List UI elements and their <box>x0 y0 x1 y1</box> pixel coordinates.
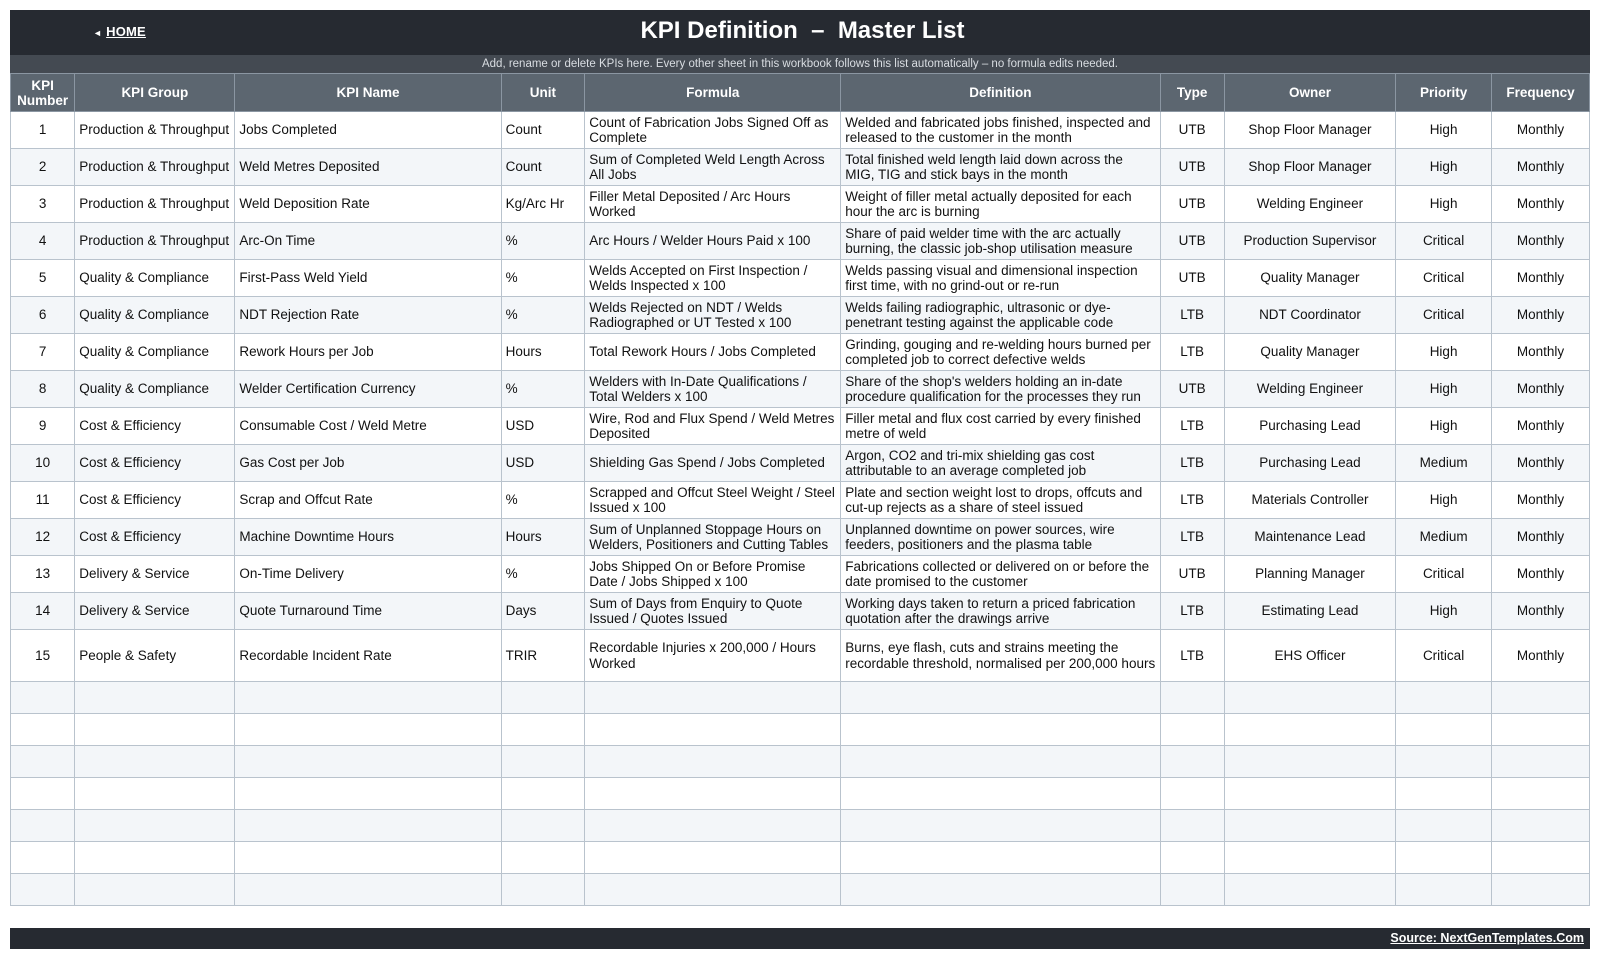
kpi-name-cell[interactable]: Machine Downtime Hours <box>235 519 501 556</box>
empty-cell[interactable] <box>75 874 235 906</box>
kpi-group-cell[interactable]: Production & Throughput <box>75 223 235 260</box>
empty-cell[interactable] <box>1160 682 1224 714</box>
formula-cell[interactable]: Sum of Unplanned Stoppage Hours on Welders, Positioners and Cutting Tables <box>585 519 841 556</box>
empty-cell[interactable] <box>501 682 585 714</box>
type-cell[interactable]: LTB <box>1160 445 1224 482</box>
owner-cell[interactable]: Production Supervisor <box>1224 223 1395 260</box>
kpi-number-cell[interactable]: 9 <box>11 408 75 445</box>
owner-cell[interactable]: Shop Floor Manager <box>1224 112 1395 149</box>
owner-cell[interactable]: Welding Engineer <box>1224 186 1395 223</box>
empty-cell[interactable] <box>11 842 75 874</box>
unit-cell[interactable]: % <box>501 482 585 519</box>
empty-cell[interactable] <box>1224 714 1395 746</box>
unit-cell[interactable]: TRIR <box>501 630 585 682</box>
empty-cell[interactable] <box>501 874 585 906</box>
kpi-name-cell[interactable]: Quote Turnaround Time <box>235 593 501 630</box>
kpi-name-cell[interactable]: Jobs Completed <box>235 112 501 149</box>
empty-cell[interactable] <box>1492 714 1590 746</box>
priority-cell[interactable]: Medium <box>1396 519 1492 556</box>
empty-cell[interactable] <box>841 810 1160 842</box>
owner-cell[interactable]: Quality Manager <box>1224 260 1395 297</box>
empty-cell[interactable] <box>501 746 585 778</box>
type-cell[interactable]: UTB <box>1160 186 1224 223</box>
kpi-group-cell[interactable]: Quality & Compliance <box>75 371 235 408</box>
empty-cell[interactable] <box>841 714 1160 746</box>
empty-cell[interactable] <box>1160 842 1224 874</box>
empty-cell[interactable] <box>585 810 841 842</box>
kpi-name-cell[interactable]: Rework Hours per Job <box>235 334 501 371</box>
empty-cell[interactable] <box>1492 682 1590 714</box>
col-header-frequency[interactable]: Frequency <box>1492 74 1590 112</box>
subtitle-banner: Add, rename or delete KPIs here. Every other sheet in this workbook follows this list automatically – no formula edits needed. <box>10 55 1590 73</box>
empty-table-row <box>11 714 1590 746</box>
type-cell[interactable]: LTB <box>1160 593 1224 630</box>
formula-cell[interactable]: Total Rework Hours / Jobs Completed <box>585 334 841 371</box>
table-row <box>11 149 1590 186</box>
table-row <box>11 593 1590 630</box>
table-row <box>11 482 1590 519</box>
col-header-definition[interactable]: Definition <box>841 74 1160 112</box>
empty-cell[interactable] <box>841 682 1160 714</box>
frequency-cell[interactable]: Monthly <box>1492 112 1590 149</box>
definition-cell[interactable]: Filler metal and flux cost carried by every finished metre of weld <box>841 408 1160 445</box>
frequency-cell[interactable]: Monthly <box>1492 593 1590 630</box>
table-row <box>11 334 1590 371</box>
owner-cell[interactable]: Purchasing Lead <box>1224 408 1395 445</box>
formula-cell[interactable]: Jobs Shipped On or Before Promise Date / Jobs Shipped x 100 <box>585 556 841 593</box>
empty-cell[interactable] <box>75 682 235 714</box>
frequency-cell[interactable]: Monthly <box>1492 556 1590 593</box>
table-row <box>11 223 1590 260</box>
empty-cell[interactable] <box>841 746 1160 778</box>
frequency-cell[interactable]: Monthly <box>1492 519 1590 556</box>
frequency-cell[interactable]: Monthly <box>1492 223 1590 260</box>
formula-cell[interactable]: Scrapped and Offcut Steel Weight / Steel Issued x 100 <box>585 482 841 519</box>
empty-cell[interactable] <box>501 810 585 842</box>
kpi-number-cell[interactable]: 8 <box>11 371 75 408</box>
col-header-kpi-number[interactable]: KPI Number <box>11 74 75 112</box>
unit-cell[interactable]: Count <box>501 112 585 149</box>
page-title-text: KPI Definition – Master List <box>640 17 965 44</box>
formula-cell[interactable]: Recordable Injuries x 200,000 / Hours Worked <box>585 630 841 682</box>
kpi-group-cell[interactable]: Cost & Efficiency <box>75 445 235 482</box>
kpi-group-cell[interactable]: Production & Throughput <box>75 186 235 223</box>
empty-cell[interactable] <box>11 874 75 906</box>
kpi-number-cell[interactable]: 13 <box>11 556 75 593</box>
frequency-cell[interactable]: Monthly <box>1492 186 1590 223</box>
unit-cell[interactable]: % <box>501 260 585 297</box>
kpi-number-cell[interactable]: 7 <box>11 334 75 371</box>
empty-cell[interactable] <box>841 842 1160 874</box>
table-body <box>11 112 1590 906</box>
empty-cell[interactable] <box>11 810 75 842</box>
title-bar <box>10 10 1590 55</box>
col-header-priority[interactable]: Priority <box>1396 74 1492 112</box>
kpi-group-cell[interactable]: Quality & Compliance <box>75 334 235 371</box>
empty-cell[interactable] <box>235 778 501 810</box>
formula-cell[interactable]: Shielding Gas Spend / Jobs Completed <box>585 445 841 482</box>
unit-cell[interactable]: Hours <box>501 334 585 371</box>
table-header-row <box>11 74 1590 112</box>
col-header-formula[interactable]: Formula <box>585 74 841 112</box>
col-header-unit[interactable]: Unit <box>501 74 585 112</box>
type-cell[interactable]: LTB <box>1160 482 1224 519</box>
unit-cell[interactable]: Hours <box>501 519 585 556</box>
empty-cell[interactable] <box>1396 682 1492 714</box>
col-header-owner[interactable]: Owner <box>1224 74 1395 112</box>
kpi-group-cell[interactable]: Delivery & Service <box>75 593 235 630</box>
type-cell[interactable]: LTB <box>1160 297 1224 334</box>
formula-cell[interactable]: Sum of Days from Enquiry to Quote Issued / Quotes Issued <box>585 593 841 630</box>
definition-cell[interactable]: Welded and fabricated jobs finished, inspected and released to the customer in the month <box>841 112 1160 149</box>
kpi-number-cell[interactable]: 15 <box>11 630 75 682</box>
priority-cell[interactable]: Critical <box>1396 556 1492 593</box>
empty-cell[interactable] <box>1396 746 1492 778</box>
kpi-number-cell[interactable]: 10 <box>11 445 75 482</box>
empty-cell[interactable] <box>75 746 235 778</box>
kpi-number-cell[interactable]: 6 <box>11 297 75 334</box>
unit-cell[interactable]: Days <box>501 593 585 630</box>
empty-cell[interactable] <box>585 746 841 778</box>
definition-cell[interactable]: Share of the shop's welders holding an in-date procedure qualification for the processes they run <box>841 371 1160 408</box>
empty-cell[interactable] <box>841 778 1160 810</box>
empty-table-row <box>11 842 1590 874</box>
kpi-group-cell[interactable]: Quality & Compliance <box>75 297 235 334</box>
frequency-cell[interactable]: Monthly <box>1492 371 1590 408</box>
type-cell[interactable]: LTB <box>1160 408 1224 445</box>
type-cell[interactable]: UTB <box>1160 556 1224 593</box>
kpi-name-cell[interactable]: Weld Deposition Rate <box>235 186 501 223</box>
empty-cell[interactable] <box>1160 810 1224 842</box>
table-row <box>11 408 1590 445</box>
empty-cell[interactable] <box>11 714 75 746</box>
col-header-kpi-name[interactable]: KPI Name <box>235 74 501 112</box>
table-row <box>11 297 1590 334</box>
formula-cell[interactable]: Arc Hours / Welder Hours Paid x 100 <box>585 223 841 260</box>
empty-cell[interactable] <box>1224 682 1395 714</box>
definition-cell[interactable]: Welds failing radiographic, ultrasonic or dye-penetrant testing against the applicable code <box>841 297 1160 334</box>
priority-cell[interactable]: Medium <box>1396 445 1492 482</box>
formula-cell[interactable]: Count of Fabrication Jobs Signed Off as Complete <box>585 112 841 149</box>
empty-cell[interactable] <box>1224 778 1395 810</box>
priority-cell[interactable]: High <box>1396 408 1492 445</box>
owner-cell[interactable]: Estimating Lead <box>1224 593 1395 630</box>
kpi-name-cell[interactable]: Arc-On Time <box>235 223 501 260</box>
owner-cell[interactable]: Planning Manager <box>1224 556 1395 593</box>
definition-cell[interactable]: Grinding, gouging and re-welding hours burned per completed job to correct defective welds <box>841 334 1160 371</box>
type-cell[interactable]: UTB <box>1160 112 1224 149</box>
unit-cell[interactable]: USD <box>501 445 585 482</box>
kpi-name-cell[interactable]: Consumable Cost / Weld Metre <box>235 408 501 445</box>
kpi-group-cell[interactable]: Cost & Efficiency <box>75 482 235 519</box>
priority-cell[interactable]: High <box>1396 482 1492 519</box>
empty-cell[interactable] <box>75 810 235 842</box>
empty-cell[interactable] <box>585 842 841 874</box>
kpi-number-cell[interactable]: 11 <box>11 482 75 519</box>
definition-cell[interactable]: Argon, CO2 and tri-mix shielding gas cost attributable to an average completed job <box>841 445 1160 482</box>
empty-cell[interactable] <box>235 746 501 778</box>
owner-cell[interactable]: EHS Officer <box>1224 630 1395 682</box>
unit-cell[interactable]: Count <box>501 149 585 186</box>
definition-cell[interactable]: Weight of filler metal actually deposited for each hour the arc is burning <box>841 186 1160 223</box>
unit-cell[interactable]: % <box>501 297 585 334</box>
empty-cell[interactable] <box>1396 874 1492 906</box>
kpi-number-cell[interactable]: 3 <box>11 186 75 223</box>
kpi-group-cell[interactable]: People & Safety <box>75 630 235 682</box>
owner-cell[interactable]: Welding Engineer <box>1224 371 1395 408</box>
table-row <box>11 186 1590 223</box>
type-cell[interactable]: UTB <box>1160 260 1224 297</box>
frequency-cell[interactable]: Monthly <box>1492 297 1590 334</box>
empty-table-row <box>11 778 1590 810</box>
type-cell[interactable]: LTB <box>1160 630 1224 682</box>
type-cell[interactable]: UTB <box>1160 371 1224 408</box>
owner-cell[interactable]: Shop Floor Manager <box>1224 149 1395 186</box>
kpi-group-cell[interactable]: Production & Throughput <box>75 149 235 186</box>
table-row <box>11 260 1590 297</box>
unit-cell[interactable]: % <box>501 371 585 408</box>
empty-cell[interactable] <box>235 810 501 842</box>
frequency-cell[interactable]: Monthly <box>1492 260 1590 297</box>
empty-cell[interactable] <box>235 874 501 906</box>
kpi-name-cell[interactable]: On-Time Delivery <box>235 556 501 593</box>
owner-cell[interactable]: NDT Coordinator <box>1224 297 1395 334</box>
frequency-cell[interactable]: Monthly <box>1492 630 1590 682</box>
empty-cell[interactable] <box>1492 810 1590 842</box>
table-row <box>11 519 1590 556</box>
empty-cell[interactable] <box>1492 842 1590 874</box>
empty-table-row <box>11 874 1590 906</box>
kpi-number-cell[interactable]: 2 <box>11 149 75 186</box>
empty-table-row <box>11 682 1590 714</box>
empty-cell[interactable] <box>1492 746 1590 778</box>
priority-cell[interactable]: High <box>1396 112 1492 149</box>
kpi-number-cell[interactable]: 4 <box>11 223 75 260</box>
definition-cell[interactable]: Unplanned downtime on power sources, wire feeders, positioners and the plasma table <box>841 519 1160 556</box>
kpi-name-cell[interactable]: Weld Metres Deposited <box>235 149 501 186</box>
empty-cell[interactable] <box>235 842 501 874</box>
empty-cell[interactable] <box>11 778 75 810</box>
definition-cell[interactable]: Plate and section weight lost to drops, offcuts and cut-up rejects as a share of steel issued <box>841 482 1160 519</box>
kpi-master-table <box>10 73 1590 906</box>
col-header-type[interactable]: Type <box>1160 74 1224 112</box>
owner-cell[interactable]: Purchasing Lead <box>1224 445 1395 482</box>
empty-cell[interactable] <box>1396 714 1492 746</box>
kpi-group-cell[interactable]: Production & Throughput <box>75 112 235 149</box>
table-row <box>11 630 1590 682</box>
formula-cell[interactable]: Welders with In-Date Qualifications / Total Welders x 100 <box>585 371 841 408</box>
priority-cell[interactable]: High <box>1396 334 1492 371</box>
kpi-group-cell[interactable]: Cost & Efficiency <box>75 408 235 445</box>
priority-cell[interactable]: Critical <box>1396 297 1492 334</box>
source-link[interactable]: Source: NextGenTemplates.Com <box>1390 931 1584 945</box>
empty-cell[interactable] <box>11 746 75 778</box>
empty-cell[interactable] <box>501 842 585 874</box>
empty-cell[interactable] <box>585 778 841 810</box>
table-row <box>11 556 1590 593</box>
empty-cell[interactable] <box>1160 778 1224 810</box>
formula-cell[interactable]: Welds Rejected on NDT / Welds Radiographed or UT Tested x 100 <box>585 297 841 334</box>
kpi-group-cell[interactable]: Delivery & Service <box>75 556 235 593</box>
empty-table-row <box>11 746 1590 778</box>
empty-cell[interactable] <box>585 874 841 906</box>
empty-cell[interactable] <box>585 682 841 714</box>
kpi-number-cell[interactable]: 5 <box>11 260 75 297</box>
priority-cell[interactable]: High <box>1396 149 1492 186</box>
frequency-cell[interactable]: Monthly <box>1492 482 1590 519</box>
unit-cell[interactable]: % <box>501 223 585 260</box>
empty-cell[interactable] <box>1224 810 1395 842</box>
empty-cell[interactable] <box>501 778 585 810</box>
home-label: HOME <box>106 24 146 39</box>
empty-cell[interactable] <box>1160 746 1224 778</box>
page-title <box>10 17 1590 45</box>
empty-cell[interactable] <box>1396 778 1492 810</box>
priority-cell[interactable]: Critical <box>1396 630 1492 682</box>
empty-cell[interactable] <box>1396 810 1492 842</box>
formula-cell[interactable]: Filler Metal Deposited / Arc Hours Worked <box>585 186 841 223</box>
formula-cell[interactable]: Sum of Completed Weld Length Across All Jobs <box>585 149 841 186</box>
empty-cell[interactable] <box>1160 874 1224 906</box>
definition-cell[interactable]: Share of paid welder time with the arc actually burning, the classic job-shop utilisation measure <box>841 223 1160 260</box>
empty-cell[interactable] <box>75 842 235 874</box>
definition-cell[interactable]: Working days taken to return a priced fabrication quotation after the drawings arrive <box>841 593 1160 630</box>
owner-cell[interactable]: Maintenance Lead <box>1224 519 1395 556</box>
empty-table-row <box>11 810 1590 842</box>
frequency-cell[interactable]: Monthly <box>1492 408 1590 445</box>
footer-bar <box>10 928 1590 949</box>
priority-cell[interactable]: High <box>1396 371 1492 408</box>
formula-cell[interactable]: Welds Accepted on First Inspection / Welds Inspected x 100 <box>585 260 841 297</box>
empty-cell[interactable] <box>585 714 841 746</box>
empty-cell[interactable] <box>11 682 75 714</box>
empty-cell[interactable] <box>1160 714 1224 746</box>
frequency-cell[interactable]: Monthly <box>1492 445 1590 482</box>
kpi-name-cell[interactable]: Gas Cost per Job <box>235 445 501 482</box>
priority-cell[interactable]: High <box>1396 186 1492 223</box>
empty-cell[interactable] <box>1224 842 1395 874</box>
empty-cell[interactable] <box>1492 778 1590 810</box>
kpi-group-cell[interactable]: Cost & Efficiency <box>75 519 235 556</box>
kpi-group-cell[interactable]: Quality & Compliance <box>75 260 235 297</box>
unit-cell[interactable]: Kg/Arc Hr <box>501 186 585 223</box>
definition-cell[interactable]: Welds passing visual and dimensional inspection first time, with no grind-out or re-run <box>841 260 1160 297</box>
col-header-kpi-group[interactable]: KPI Group <box>75 74 235 112</box>
frequency-cell[interactable]: Monthly <box>1492 334 1590 371</box>
unit-cell[interactable]: USD <box>501 408 585 445</box>
empty-cell[interactable] <box>1492 874 1590 906</box>
table-row <box>11 112 1590 149</box>
empty-cell[interactable] <box>841 874 1160 906</box>
priority-cell[interactable]: High <box>1396 593 1492 630</box>
owner-cell[interactable]: Materials Controller <box>1224 482 1395 519</box>
back-arrow-icon: ◄ <box>93 28 103 38</box>
empty-cell[interactable] <box>235 714 501 746</box>
definition-cell[interactable]: Fabrications collected or delivered on or before the date promised to the customer <box>841 556 1160 593</box>
empty-cell[interactable] <box>75 778 235 810</box>
kpi-name-cell[interactable]: Scrap and Offcut Rate <box>235 482 501 519</box>
kpi-name-cell[interactable]: NDT Rejection Rate <box>235 297 501 334</box>
empty-cell[interactable] <box>1224 874 1395 906</box>
type-cell[interactable]: LTB <box>1160 519 1224 556</box>
formula-cell[interactable]: Wire, Rod and Flux Spend / Weld Metres Deposited <box>585 408 841 445</box>
kpi-number-cell[interactable]: 12 <box>11 519 75 556</box>
type-cell[interactable]: UTB <box>1160 223 1224 260</box>
type-cell[interactable]: LTB <box>1160 334 1224 371</box>
empty-cell[interactable] <box>235 682 501 714</box>
priority-cell[interactable]: Critical <box>1396 223 1492 260</box>
kpi-number-cell[interactable]: 14 <box>11 593 75 630</box>
table-row <box>11 371 1590 408</box>
kpi-name-cell[interactable]: Recordable Incident Rate <box>235 630 501 682</box>
kpi-name-cell[interactable]: Welder Certification Currency <box>235 371 501 408</box>
owner-cell[interactable]: Quality Manager <box>1224 334 1395 371</box>
empty-cell[interactable] <box>501 714 585 746</box>
priority-cell[interactable]: Critical <box>1396 260 1492 297</box>
unit-cell[interactable]: % <box>501 556 585 593</box>
kpi-name-cell[interactable]: First-Pass Weld Yield <box>235 260 501 297</box>
definition-cell[interactable]: Burns, eye flash, cuts and strains meeting the recordable threshold, normalised per 200,000 hours <box>841 630 1160 682</box>
kpi-number-cell[interactable]: 1 <box>11 112 75 149</box>
empty-cell[interactable] <box>1396 842 1492 874</box>
frequency-cell[interactable]: Monthly <box>1492 149 1590 186</box>
empty-cell[interactable] <box>1224 746 1395 778</box>
table-row <box>11 445 1590 482</box>
definition-cell[interactable]: Total finished weld length laid down across the MIG, TIG and stick bays in the month <box>841 149 1160 186</box>
empty-cell[interactable] <box>75 714 235 746</box>
type-cell[interactable]: UTB <box>1160 149 1224 186</box>
